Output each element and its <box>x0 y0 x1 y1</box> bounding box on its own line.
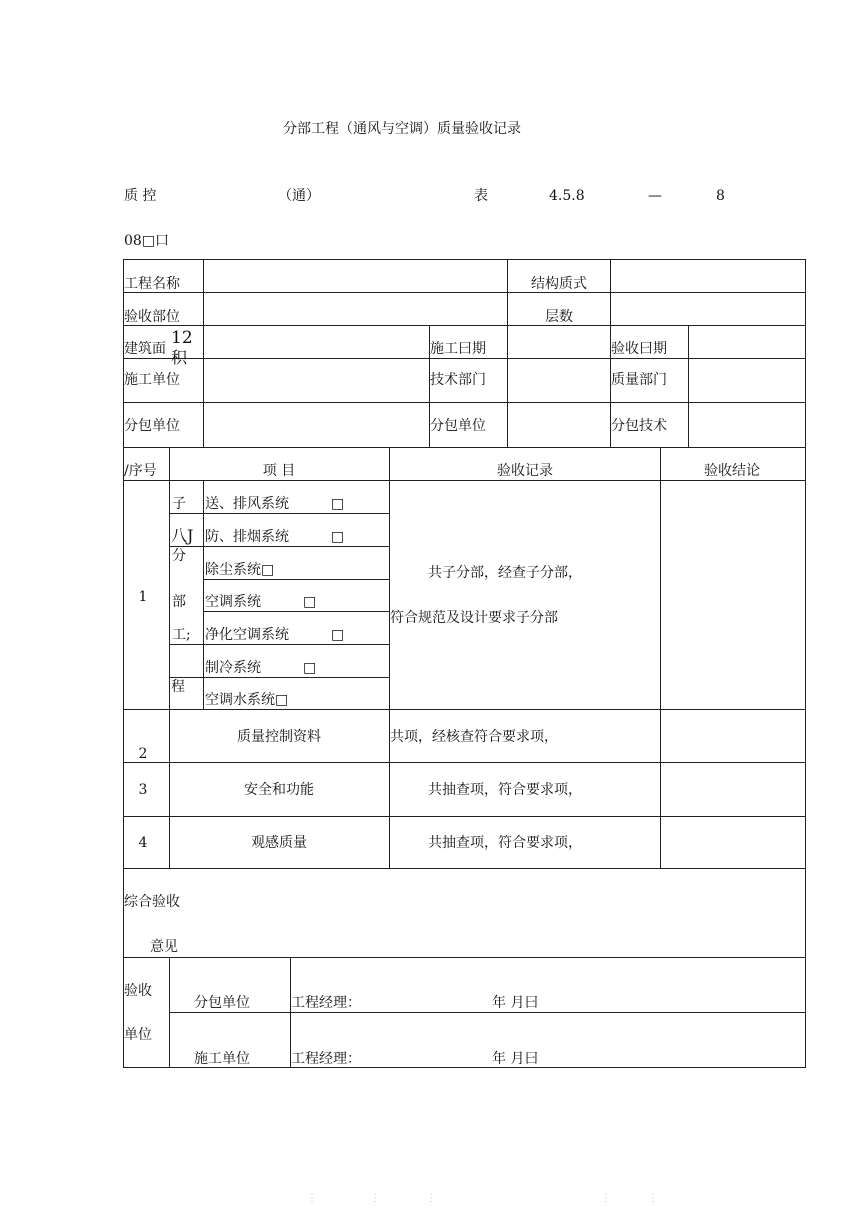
scan-mark: ⋮ <box>307 1193 317 1204</box>
row1-left-char-1: 子 <box>172 496 186 512</box>
field-acceptance-part[interactable] <box>204 293 506 324</box>
field-floors[interactable] <box>611 293 804 324</box>
col-header-record: 验收记录 <box>497 463 553 479</box>
subsystem-refrigeration[interactable]: 制冷系统 □ <box>205 660 317 676</box>
row3-record: 共抽查项，符合要求项， <box>428 782 582 798</box>
label-tech-dept: 技术部门 <box>430 372 486 388</box>
label-subcontract-unit: 分包单位 <box>124 418 180 434</box>
subsystem-dust-removal[interactable]: 除尘系统□ <box>205 562 275 578</box>
row2-item: 质量控制资料 <box>237 729 321 745</box>
building-area-char: 积 <box>171 348 188 367</box>
row4-seq: 4 <box>138 835 148 851</box>
form-code-prefix: 质 控 <box>124 188 157 204</box>
row2-conclusion-field[interactable] <box>661 710 804 761</box>
row1-seq: 1 <box>138 589 148 605</box>
sign-subcontract-unit: 分包单位 <box>194 995 250 1011</box>
label-subcontract-tech: 分包技术 <box>611 418 667 434</box>
document-number: 08□口 <box>124 233 170 249</box>
sign-manager-1: 工程经理： <box>291 995 361 1011</box>
row1-left-char-4: 部 <box>172 594 186 610</box>
label-building-area: 建筑面 <box>124 341 166 357</box>
subsystem-air-conditioning[interactable]: 空调系统 □ <box>205 594 317 610</box>
col-header-seq: /序号 <box>124 463 157 479</box>
row3-item: 安全和功能 <box>244 782 314 798</box>
field-construction-date[interactable] <box>508 326 609 357</box>
field-project-name[interactable] <box>204 260 506 291</box>
scan-mark: ⋮ <box>370 1193 380 1204</box>
label-floors: 层数 <box>545 309 573 325</box>
label-structure-type: 结构质式 <box>531 276 587 292</box>
opinion-field[interactable] <box>200 869 804 956</box>
scan-mark: ⋮ <box>601 1193 611 1204</box>
subsystem-clean-air[interactable]: 净化空调系统 □ <box>205 627 345 643</box>
label-acceptance-date: 验收曰期 <box>611 341 667 357</box>
building-area-value <box>169 326 203 367</box>
row2-record: 共项，经核查符合要求项， <box>390 729 558 745</box>
sign-date-2: 年 月曰 <box>492 1051 539 1067</box>
field-acceptance-date[interactable] <box>689 326 804 357</box>
row1-left-char-5: 工; <box>172 627 191 643</box>
row4-item: 观感质量 <box>251 835 307 851</box>
col-header-item: 项 目 <box>262 463 296 479</box>
field-structure-type[interactable] <box>611 260 804 291</box>
form-code-tong: （通） <box>278 188 320 204</box>
form-code-dash: — <box>648 188 662 204</box>
row1-left-char-3: 分 <box>172 548 186 564</box>
row2-seq: 2 <box>138 746 148 762</box>
label-project-name: 工程名称 <box>124 276 180 292</box>
row3-conclusion-field[interactable] <box>661 763 804 815</box>
row4-record: 共抽查项，符合要求项， <box>428 835 582 851</box>
form-code-suffix: 8 <box>716 188 725 204</box>
subsystem-smoke-control[interactable]: 防、排烟系统 □ <box>205 529 345 545</box>
row1-left-char-6: 程 <box>171 679 185 695</box>
label-construction-date: 施工曰期 <box>430 341 486 357</box>
page-title: 分部工程（通风与空调）质量验收记录 <box>283 121 521 137</box>
form-code-table: 表 <box>474 188 488 204</box>
scan-mark: ⋮ <box>426 1193 436 1204</box>
subsystem-chilled-water[interactable]: 空调水系统□ <box>205 692 289 708</box>
row3-seq: 3 <box>138 782 148 798</box>
col-header-conclusion: 验收结论 <box>704 463 760 479</box>
scan-mark: ⋮ <box>648 1193 658 1204</box>
row1-record-line-2: 符合规范及设计要求子分部 <box>390 610 558 626</box>
label-subcontract-unit-2: 分包单位 <box>430 418 486 434</box>
row1-left-char-2: 八J <box>171 526 194 545</box>
row1-conclusion-field[interactable] <box>661 481 804 708</box>
opinion-label-2: 意见 <box>150 939 178 955</box>
sign-manager-2: 工程经理： <box>291 1051 361 1067</box>
label-acceptance-part: 验收部位 <box>124 309 180 325</box>
label-quality-dept: 质量部门 <box>611 372 667 388</box>
label-construction-unit: 施工单位 <box>124 372 180 388</box>
row1-record-line-1: 共子分部，经查子分部， <box>428 565 582 581</box>
sign-label-2: 单位 <box>124 1027 152 1043</box>
form-code-number: 4.5.8 <box>549 188 585 204</box>
sign-date-1: 年 月曰 <box>492 995 539 1011</box>
row4-conclusion-field[interactable] <box>661 817 804 867</box>
opinion-label-1: 综合验收 <box>124 894 180 910</box>
building-area-number: 12 <box>171 328 193 348</box>
sign-construction-unit: 施工单位 <box>194 1051 250 1067</box>
subsystem-supply-exhaust[interactable]: 送、排风系统 □ <box>205 496 345 512</box>
sign-label-1: 验收 <box>124 983 152 999</box>
